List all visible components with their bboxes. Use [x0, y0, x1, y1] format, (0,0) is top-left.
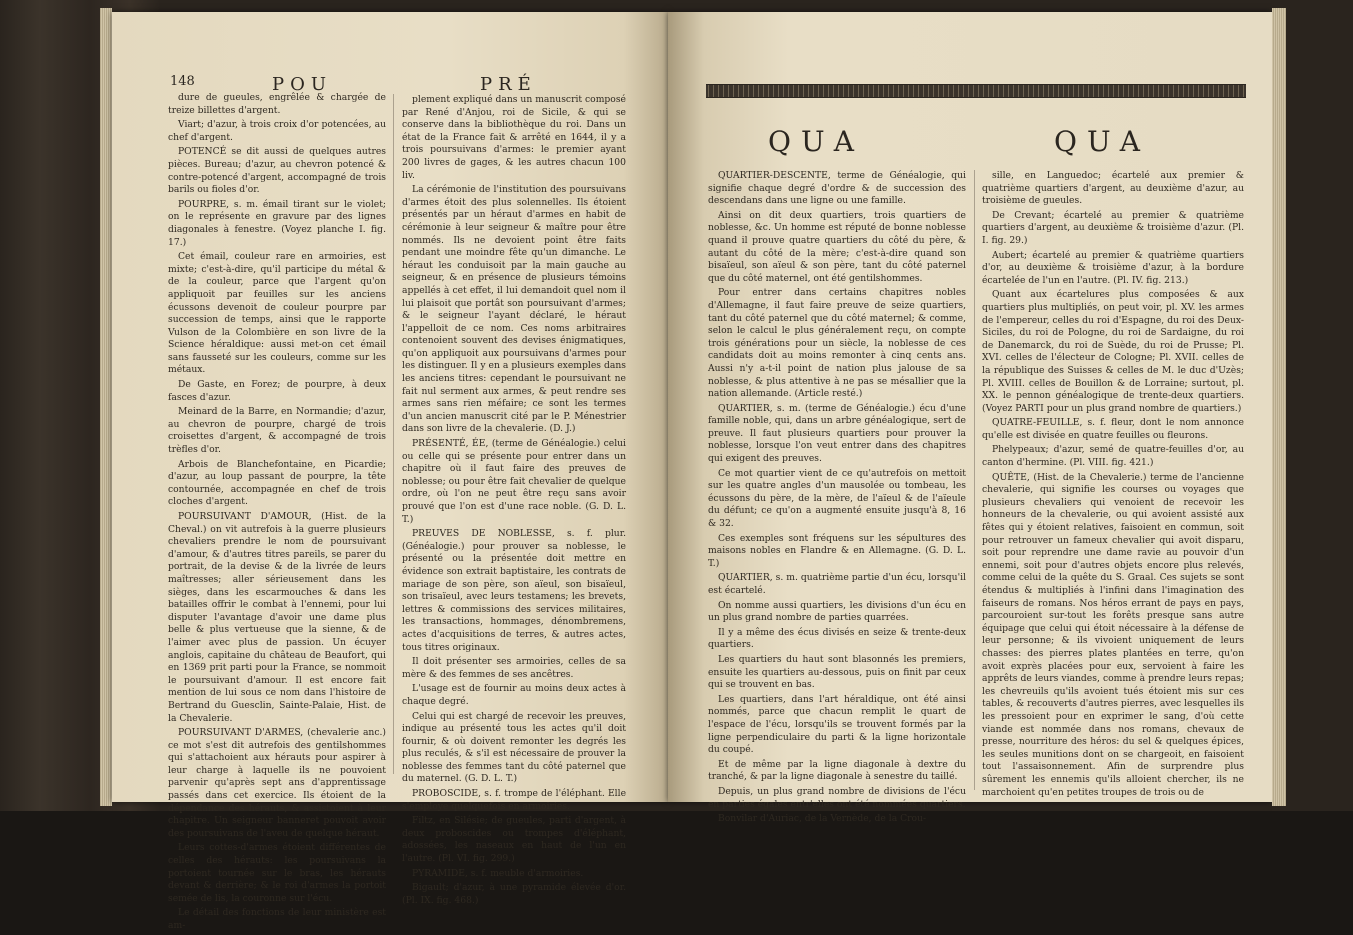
- paragraph: PYRAMIDE, s. f. meuble d'armoiries.: [412, 867, 584, 879]
- right-page: [668, 12, 1272, 825]
- paragraph: Ce mot quartier vient de ce qu'autrefois on mettoit sur les quatre angles d'un mausolée ou tombeau, les écussons du père, de la mère, de l'aïeul & de l'aïeule du défunt; ce qu'on a augmenté ensuite jusqu'à 8, 16 & 32.: [708, 467, 966, 530]
- section-head-right: QUA: [1054, 125, 1150, 158]
- paragraph: Celui qui est chargé de recevoir les preuves, indique au présenté tous les actes qu'il doit fournir, & où doivent remonter les degrés les plus reculés, & s'il est nécessaire de prouver la noblesse des femmes tant du côté paternel que du maternel. (G. D. L. T.): [402, 710, 626, 785]
- paragraph: Leurs cottes-d'armes étoient différentes de celles des hérauts: les poursuivans la portoient tournée sur le bras, les hérauts devant & derrière; & le roi d'armes la portoit semée de lis, la couronne sur l'écu.: [168, 842, 386, 904]
- column-divider: [393, 94, 394, 774]
- paragraph: POURSUIVANT D'ARMES, (chevalerie anc.) ce mot s'est dit autrefois des gentilshommes qui s'attachoient aux hérauts pour aspirer à leur charge à laquelle ils ne pouvoient parvenir qu'après sept ans d'apprentissage passés dans cet exercice. Ils étoient de la dépendance des hérauts, & assistoient à leur chapitre. Un seigneur banneret pouvoit avoir des poursuivans de l'aveu de quelque héraut.: [168, 727, 386, 839]
- paragraph: Bonvilar d'Auriac, de la Vernède, de la Crou-: [718, 813, 927, 825]
- paragraph: Il y a même des écus divisés en seize & trente-deux quartiers.: [708, 626, 966, 651]
- paragraph: Les quartiers du haut sont blasonnés les premiers, ensuite les quartiers au-dessous, puis on finit par ceux qui se trouvent en bas.: [708, 653, 966, 691]
- paragraph: QUATRE-FEUILLE, s. f. fleur, dont le nom annonce qu'elle est divisée en quatre feuilles ou fleurons.: [982, 417, 1244, 441]
- paragraph: Bigault; d'azur, à une pyramide élevée d'or. (Pl. IX. fig. 468.): [402, 882, 626, 906]
- left-page-column-1: [168, 92, 386, 935]
- paragraph: De Crevant; écartelé au premier & quatrième quartiers d'argent, au deuxième & troisième d'azur. (Pl. I. fig. 29.): [982, 209, 1244, 246]
- paragraph: plement expliqué dans un manuscrit composé par René d'Anjou, roi de Sicile, & qui se conserve dans la bibliothèque du roi. Dans un état de la France fait & arrêté en 1644, il y a trois poursuivans d'armes: le premier ayant 200 livres de gages, & les autres chacun 100 liv.: [402, 94, 626, 181]
- paragraph: PREUVES DE NOBLESSE, s. f. plur. (Généalogie.) pour prouver sa noblesse, le présenté ou la présentée doit mettre en évidence son extrait baptistaire, les contrats de mariage de son père, son aïeul, son bisaïeul, son trisaïeul, avec leurs testamens; les brevets, lettres & commissions des services militaires, les transactions, hommages, dénombremens, actes d'acquisitions de terres, & autres actes, tous titres originaux.: [402, 528, 626, 653]
- paragraph: On nomme aussi quartiers, les divisions d'un écu en un plus grand nombre de parties quarrées.: [708, 599, 966, 624]
- paragraph: Viart; d'azur, à trois croix d'or potencées, au chef d'argent.: [168, 119, 386, 143]
- paragraph: Quant aux écartelures plus composées & aux quartiers plus multipliés, on peut voir, pl. XV. les armes de l'empereur, celles du roi d'Espagne, du roi des Deux-Siciles, du roi de Pologne, du roi de Sardaigne, du roi de Danemarck, du roi de Suède, du roi de Prusse; Pl. XVI. celles de l'électeur de Cologne; Pl. XVII. celles de la république des Suisses & celles de M. le duc d'Uzès; Pl. XVIII. celles de Bouillon & de Lorraine; surtout, pl. XX. le pennon généalogique de trente-deux quartiers. (Voyez PARTI pour un plus grand nombre de quartiers.): [982, 289, 1244, 414]
- section-head-left: QUA: [768, 125, 864, 158]
- left-page-column-2: [402, 94, 626, 909]
- paragraph: QUARTIER, s. m. quatrième partie d'un écu, lorsqu'il est écartelé.: [708, 572, 966, 596]
- paragraph: Les quartiers, dans l'art héraldique, ont été ainsi nommés, parce que chacun remplit le quart de l'espace de l'écu, lorsqu'ils se trouvent formés par la ligne perpendiculaire du parti & la ligne horizontale du coupé.: [708, 693, 966, 756]
- paragraph: sille, en Languedoc; écartelé aux premier & quatrième quartiers d'argent, au deuxième d'azur, au troisième de gueules.: [982, 170, 1244, 207]
- left-page-edges: [100, 8, 112, 806]
- paragraph: Ces exemples sont fréquens sur les sépultures des maisons nobles en Flandre & en Allemagne. (G. D. L. T.): [708, 532, 966, 569]
- paragraph: Filtz, en Silésie; de gueules, parti d'argent, à deux proboscides ou trompes d'éléphant, adossées, les naseaux en haut de l'un en l'autre. (Pl. VI. fig. 299.): [402, 815, 626, 865]
- paragraph: Le détail des fonctions de leur ministère est am-: [168, 907, 386, 931]
- running-head-right: PRÉ: [480, 74, 537, 95]
- paragraph: dure de gueules, engrêlée & chargée de treize billettes d'argent.: [168, 92, 386, 116]
- left-page: [112, 12, 668, 931]
- paragraph: Depuis, un plus grand nombre de divisions de l'écu en parties égales entr'elles ont été nommées quartiers.: [708, 785, 966, 810]
- paragraph: Phelypeaux; d'azur, semé de quatre-feuilles d'or, au canton d'hermine. (Pl. VIII. fig. 421.): [982, 444, 1244, 469]
- paragraph: POURSUIVANT D'AMOUR, (Hist. de la Cheval.) on vit autrefois à la guerre plusieurs chevaliers prendre le nom de poursuivant d'amour, & d'autres titres pareils, se parer du portrait, de la devise & de la livrée de leurs maîtresses; aller sérieusement dans les sièges, dans les escarmouches & dans les batailles offrir le combat à l'ennemi, pour lui disputer l'avantage d'avoir une dame plus belle & plus vertueuse que la sienne, & de l'aimer avec plus de passion. Un écuyer anglois, capitaine du château de Beaufort, qui en 1369 prit parti pour la France, se nommoit le poursuivant d'amour. Il est encore fait mention de lui sous ce nom dans l'histoire de Bertrand du Guesclin, Sainte-Palaie, Hist. de la Chevalerie.: [168, 511, 386, 724]
- paragraph: De Gaste, en Forez; de pourpre, à deux fasces d'azur.: [168, 379, 386, 403]
- paragraph: L'usage est de fournir au moins deux actes à chaque degré.: [402, 683, 626, 707]
- paragraph: Et de même par la ligne diagonale à dextre du tranché, & par la ligne diagonale à senestre du taillé.: [708, 758, 966, 783]
- paragraph: QUARTIER-DESCENTE, terme de Généalogie, qui signifie chaque degré d'ordre & de succession des descendans dans une ligne ou une famille.: [708, 170, 966, 207]
- right-page-column-2: [982, 170, 1244, 801]
- running-head-left: POU: [272, 74, 333, 95]
- paragraph: Ainsi on dit deux quartiers, trois quartiers de noblesse, &c. Un homme est réputé de bonne noblesse quand il prouve quatre quartiers du côté du père, & autant du côté de la mère; c'est-à-dire quand son bisaïeul, son aïeul & son père, tant du côté paternel que du côté maternel, ont été gentilshommes.: [708, 209, 966, 284]
- paragraph: Il doit présenter ses armoiries, celles de sa mère & des femmes de ses ancêtres.: [402, 656, 626, 680]
- paragraph: Meinard de la Barre, en Normandie; d'azur, au chevron de pourpre, chargé de trois croisettes d'argent, & accompagné de trois trèfles d'or.: [168, 406, 386, 456]
- paragraph: QUARTIER, s. m. (terme de Généalogie.) écu d'une famille noble, qui, dans un arbre généalogique, sert de preuve. Il faut plusieurs quartiers pour prouver la noblesse, lorsque l'on veut entrer dans des chapitres qui exigent des preuves.: [708, 402, 966, 465]
- paragraph: Pour entrer dans certains chapitres nobles d'Allemagne, il faut faire preuve de seize quartiers, tant du côté paternel que du côté maternel; & comme, selon le calcul le plus généralement reçu, on compte trois générations pour un siècle, la noblesse de ces candidats doit au moins remonter à cinq cents ans. Aussi n'y a-t-il point de nation plus jalouse de sa noblesse, & plus attentive à ne pas se mésallier que la nation allemande. (Article resté.): [708, 287, 966, 400]
- paragraph: Cet émail, couleur rare en armoiries, est mixte; c'est-à-dire, qu'il participe du métal & de la couleur, parce que l'argent qu'on appliquoit par feuilles sur les anciens écussons devenoit de couleur pourpre par succession de temps, ainsi que le rapporte Vulson de la Colombière en son livre de la Science héraldique: aussi met-on cet émail sans fausseté sur les couleurs, comme sur les métaux.: [168, 251, 386, 376]
- ornamental-rule: [706, 84, 1246, 98]
- right-page-edges: [1272, 8, 1286, 806]
- paragraph: Aubert; écartelé au premier & quatrième quartiers d'or, au deuxième & troisième d'azur, à la bordure écartelée de l'un en l'autre. (Pl. IV. fig. 213.): [982, 249, 1244, 286]
- paragraph: PROBOSCIDE, s. f. trompe de l'éléphant. Elle s'employe quelquefois en armoiries.: [402, 788, 626, 812]
- page-number: 148: [170, 74, 195, 89]
- paragraph: Arbois de Blanchefontaine, en Picardie; d'azur, au loup passant de pourpre, la tête contournée, accompagnée en chef de trois cloches d'argent.: [168, 458, 386, 508]
- right-page-column-1: [708, 170, 966, 828]
- paragraph: La cérémonie de l'institution des poursuivans d'armes étoit des plus solennelles. Ils étoient présentés par un héraut d'armes en habit de cérémonie à leur seigneur & maître pour être nommés. Ils ne devoient point être faits pendant une moindre fête qu'un dimanche. Le héraut les conduisoit par la main gauche au seigneur, & en présence de plusieurs témoins appellés à cet effet, il lui demandoit quel nom il lui plaisoit que portât son poursuivant d'armes; & le seigneur l'ayant déclaré, le héraut l'appelloit de ce nom. Ces noms arbitraires contenoient souvent des devises énigmatiques, qu'on appliquoit aux poursuivans d'armes pour les distinguer. Il y en a plusieurs exemples dans les anciens titres: cependant le poursuivant ne fait nul serment aux armes, & peut rendre ses armes sans rien méfaire; ce sont les termes d'un ancien manuscrit cité par le P. Ménestrier dans son livre de la chevalerie. (D. J.): [402, 184, 626, 435]
- paragraph: PRÉSENTÉ, ÉE, (terme de Généalogie.) celui ou celle qui se présente pour entrer dans un chapitre où il faut faire des preuves de noblesse; ou pour être fait chevalier de quelque ordre, où l'on ne peut être reçu sans avoir prouvé que l'on est d'une race noble. (G. D. L. T.): [402, 438, 626, 525]
- paragraph: POURPRE, s. m. émail tirant sur le violet; on le représente en gravure par des lignes diagonales à fenestre. (Voyez planche I. fig. 17.): [168, 198, 386, 248]
- column-divider: [974, 170, 975, 790]
- paragraph: POTENCÉ se dit aussi de quelques autres pièces. Bureau; d'azur, au chevron potencé & contre-potencé d'argent, accompagné de trois barils ou fioles d'or.: [168, 146, 386, 196]
- paragraph: QUÊTE, (Hist. de la Chevalerie.) terme de l'ancienne chevalerie, qui signifie les courses ou voyages que plusieurs chevaliers qui venoient de recevoir les honneurs de la chevalerie, ou qui avoient assisté aux fêtes qui y étoient relatives, faisoient en commun, soit pour retrouver un fameux chevalier qui avoit disparu, soit pour reprendre une dame ravie au pouvoir d'un ennemi, soit pour d'autres objets encore plus relevés, comme celui de la quête du S. Graal. Ces sujets se sont étendus & multipliés à l'infini dans l'imagination des faiseurs de romans. Nos héros errant de pays en pays, parcouroient sur-tout les forêts presque sans autre équipage que celui qui étoit nécessaire à la défense de leur personne; & ils vivoient uniquement de leurs chasses: des pierres plates plantées en terre, qu'on avoit exprès placées pour eux, servoient à faire les apprêts de leurs viandes, comme à prendre leurs repas; les chevreuils qu'ils avoient tués étoient mis sur ces tables, & recouverts d'autres pierres, avec lesquelles ils les pressoient pour en exprimer le sang, d'où cette viande est nommée dans nos romans, chevaux de presse, nourriture des héros: du sel & quelques épices, les seules munitions dont on se chargeoit, en faisoient tout l'assaisonnement. Afin de surprendre plus sûrement les ennemis qu'ils alloient chercher, ils ne marchoient qu'en petites troupes de trois ou de: [982, 471, 1244, 798]
